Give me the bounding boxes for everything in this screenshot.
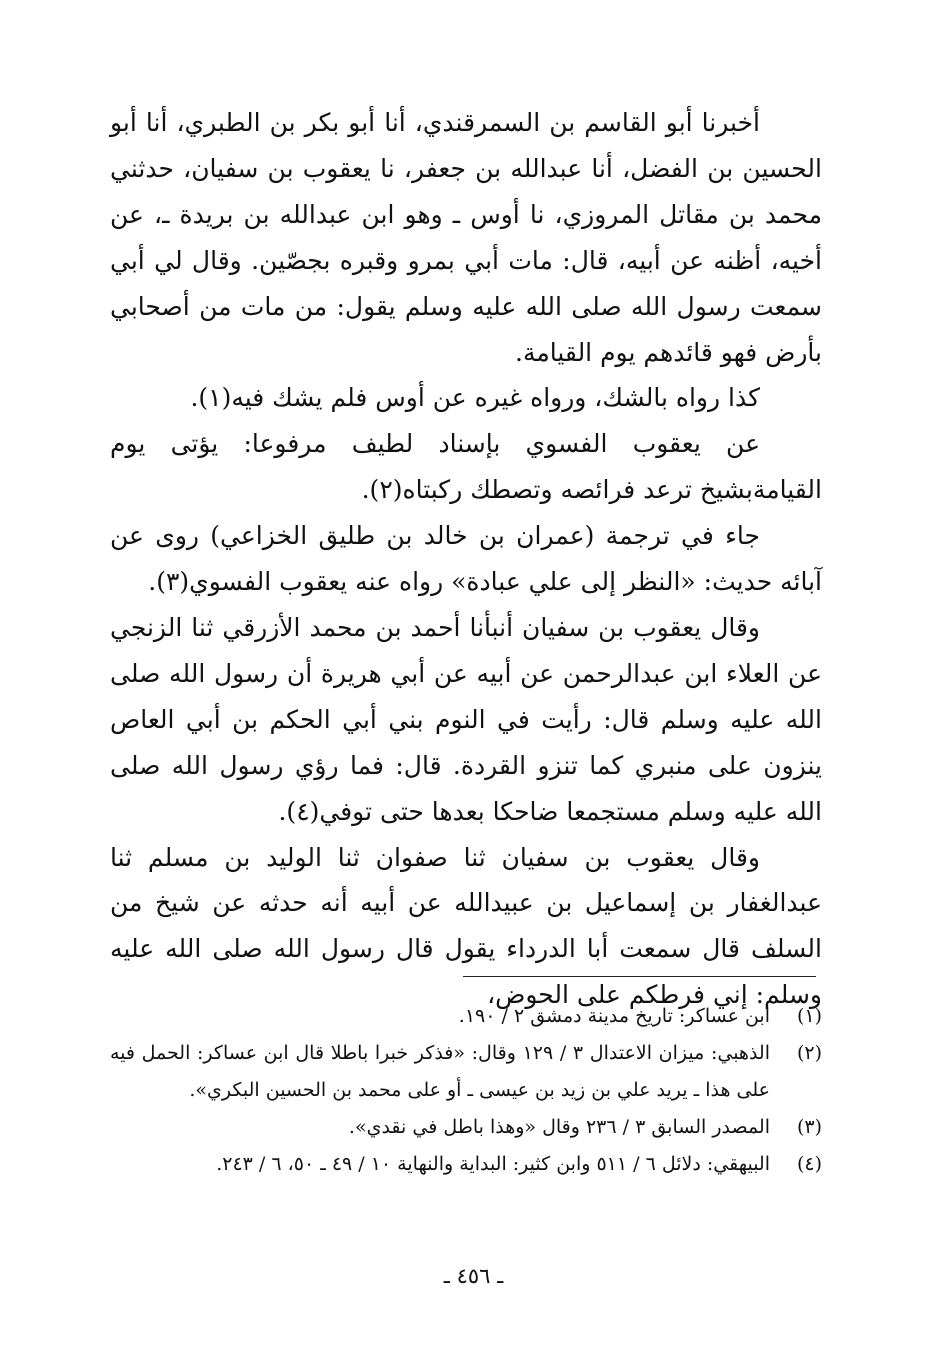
footnote-text: المصدر السابق ٣ / ٢٣٦ وقال «وهذا باطل في نقدي». <box>348 1116 770 1138</box>
footnote-text: البيهقي: دلائل ٦ / ٥١١ وابن كثير: البداية والنهاية ١٠ / ٤٩ ـ ٥٠، ٦ / ٢٤٣. <box>216 1153 770 1175</box>
footnote-number: (١) <box>796 1005 822 1027</box>
paragraph: وقال يعقوب بن سفيان أنبأنا أحمد بن محمد الأزرقي ثنا الزنجي عن العلاء ابن عبدالرحمن عن أبيه عن أبي هريرة أن رسول الله صلى الله عليه وسلم قال: رأيت في النوم بني أبي الحكم بن أبي العاص ينزون على منبري كما تنزو القردة. قال: فما رؤي رسول الله صلى الله عليه وسلم مستجمعا ضاحكا بعدها حتى توفي(٤). <box>110 612 822 826</box>
footnote <box>110 1146 822 1183</box>
footnote-number: (٤) <box>796 1153 822 1175</box>
paragraph: كذا رواه بالشك، ورواه غيره عن أوس فلم يشك فيه(١). <box>190 383 760 413</box>
footnote <box>110 998 822 1035</box>
footnote <box>110 1109 822 1146</box>
paragraph: عن يعقوب الفسوي بإسناد لطيف مرفوعا: يؤتى يوم القيامةبشيخ ترعد فرائصه وتصطك ركبتاه(٢). <box>110 429 822 505</box>
footnotes <box>110 998 822 1183</box>
paragraph: أخبرنا أبو القاسم بن السمرقندي، أنا أبو بكر بن الطبري، أنا أبو الحسين بن الفضل، أنا عبدالله بن جعفر، نا يعقوب بن سفيان، حدثني محمد بن مقاتل المروزي، نا أوس ـ وهو ابن عبدالله بن بريدة ـ، عن أخيه، أظنه عن أبيه، قال: مات أبي بمرو وقبره بجصّين. وقال لي أبي سمعت رسول الله صلى الله عليه وسلم يقول: من مات من أصحابي بأرض فهو قائدهم يوم القيامة. <box>110 108 822 367</box>
paragraph: جاء في ترجمة (عمران بن خالد بن طليق الخزاعي) روى عن آبائه حديث: «النظر إلى علي عبادة» رواه عنه يعقوب الفسوي(٣). <box>110 521 822 597</box>
paragraph: وقال يعقوب بن سفيان ثنا صفوان ثنا الوليد بن مسلم ثنا عبدالغفار بن إسماعيل بن عبيدالله عن أبيه أنه حدثه عن شيخ من السلف قال سمعت أبا الدرداء يقول قال رسول الله صلى الله عليه وسلم: إني فرطكم على الحوض، <box>110 842 822 1010</box>
footnote-text: الذهبي: ميزان الاعتدال ٣ / ١٢٩ وقال: «فذكر خبرا باطلا قال ابن عساكر: الحمل فيه على هذا ـ يريد علي بن زيد بن عيسى ـ أو على محمد بن الحسين البكري». <box>110 1042 770 1101</box>
footnote-number: (٣) <box>796 1116 822 1138</box>
footnote-number: (٢) <box>796 1042 822 1064</box>
footnote <box>110 1035 822 1109</box>
footnote-text: ابن عساكر: تاريخ مدينة دمشق ٢ / ١٩٠. <box>458 1005 770 1027</box>
footnote-separator <box>463 976 816 977</box>
page-number: ـ ٤٥٦ ـ <box>443 1264 504 1288</box>
main-text <box>110 100 822 1018</box>
